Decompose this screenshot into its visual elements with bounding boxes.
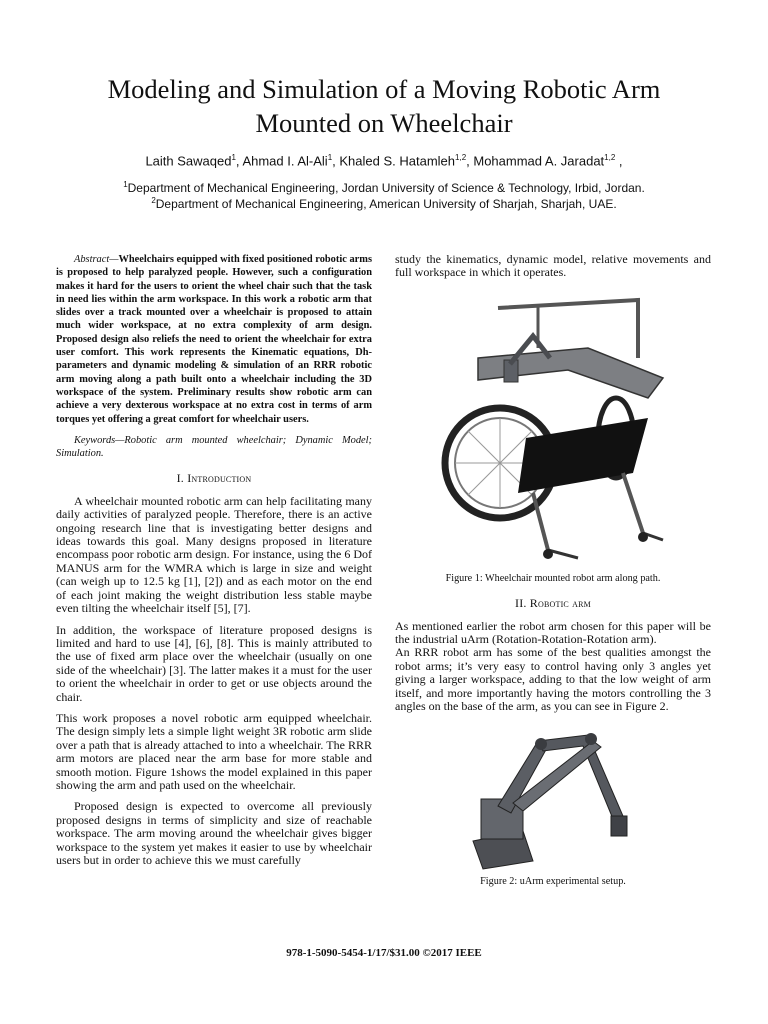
author-affil-mark: 1,2 [604,153,616,162]
affil-text: Department of Mechanical Engineering, American University of Sharjah, Sharjah, UAE. [155,197,617,211]
continued-paragraph: study the kinematics, dynamic model, relative movements and full workspace in which it operates. [395,252,711,280]
affiliation-1 [0,180,768,195]
uarm-figure [443,721,663,871]
author-affil-mark: 1 [231,153,236,162]
intro-paragraph: In addition, the workspace of literature proposed designs is limited and hard to use [4], [6], [8]. This is mainly attributed to the use of fixed arm place over the wheelchair (usually on one side of the wheelchair) [3]. The latter makes it a must for the user to orient the wheelchair in order to get or use objects around the chair. [56,622,372,704]
copyright-footer: 978-1-5090-5454-1/17/$31.00 ©2017 IEEE [286,947,482,959]
abstract [56,253,372,426]
author-list: Laith Sawaqed$^1$, Ahmad I. Al-Ali$^1$, Khaled S. Hatamleh$^{1,2}$, Mohammad A. Jaradat$^{1,2}$ , [145,153,623,169]
title-line-1: Modeling and Simulation of a Moving Robotic Arm [107,74,661,104]
figure-2 [395,721,711,871]
paper-title [40,72,728,140]
intro-paragraph: A wheelchair mounted robotic arm can help facilitating many daily activities of paralyzed people. Therefore, there is an active ongoing research line that is investigating better designs and ideas towards this goal. Many designs proposed in literature encompass poor robotic arm design. For instance, using the 6 Dof MANUS arm for the WMRA which is large in size and weight (can weigh up to 12.5 kg [1], [2]) and as each motor on the end of each joint making the weight distribution less stable maybe even tilting the wheelchair itself [5], [7]. [56,493,372,616]
author-affil-mark: 1,2 [455,153,467,162]
title-line-2: Mounted on Wheelchair [255,108,513,138]
author-name: Laith Sawaqed [145,153,232,169]
keywords: Keywords—Robotic arm mounted wheelchair; Dynamic Model; Simulation. [56,434,372,460]
intro-paragraph: Proposed design is expected to overcome all previously proposed designs in terms of simplicity and size of reachable workspace. The arm moving around the wheelchair gives bigger workspace to the system yet makes it easier to use by wheelchair users but in order to achieve this we must carefully [56,799,372,868]
affil-text: Department of Mechanical Engineering, Jordan University of Science & Technology, Irbid, Jordan. [127,181,645,195]
affil-mark: 2 [151,196,156,205]
section-heading-robotic-arm: II. Robotic arm [515,596,591,611]
author-name: Mohammad A. Jaradat [473,153,605,169]
affil-mark: 1 [123,180,128,189]
affiliation-2 [0,196,768,211]
right-column [395,253,711,897]
figure-1 [395,288,711,568]
abstract-body: Wheelchairs equipped with fixed positioned robotic arms is proposed to help paralyzed people. However, such a configuration makes it hard for the users to orient the wheel chair such that the task in need lies within the arm workspace. In this work a robotic arm that slides over a track mounted over a wheelchair is proposed to attain much wider workspace, at no extra complexity of arm design. Proposed design also reliefs the need to orient the wheelchair for extra user comfort. This work represents the Kinematic equations, Dh-parameters and dynamic modeling & simulation of an RRR robotic arm moving along a path built onto a wheelchair including the 3D workspace of the system. Preliminary results show robotic arm can achieve a very dexterous workspace at no extra cost in terms of arm torques yet offering a great comfort for wheelchair users. [56,254,372,425]
abstract-lead: Abstract— [74,254,119,265]
author-affil-mark: 1 [327,153,333,162]
author-name: Khaled S. Hatamleh [339,153,456,169]
wheelchair-robot-figure [438,288,668,568]
author-name: Ahmad I. Al-Ali [242,153,328,169]
robot-arm-paragraph: An RRR robot arm has some of the best qualities amongst the robot arms; it’s very easy to control having only 3 angles yet giving a larger workspace, adding to that the low weight of arm itself, and more importantly having the motors controlling the 3 angles on the base of the arm, as you can see in Figure 2. [395,645,711,714]
figure-1-caption: Figure 1: Wheelchair mounted robot arm along path. [445,572,661,584]
figure-2-caption: Figure 2: uArm experimental setup. [480,876,626,888]
left-column [56,253,372,875]
intro-paragraph: This work proposes a novel robotic arm equipped wheelchair. The design simply lets a simple light weight 3R robotic arm slide over a path that is already attached to into a wheelchair. The RRR arm motors are placed near the arm base for more stable and smooth motion. Figure 1shows the model explained in this paper showing the arm and path used on the wheelchair. [56,710,372,792]
robot-arm-paragraph: As mentioned earlier the robot arm chosen for this paper will be the industrial uArm (Rotation-Rotation-Rotation arm). [395,618,711,647]
section-heading-introduction: I. Introduction [176,471,252,486]
